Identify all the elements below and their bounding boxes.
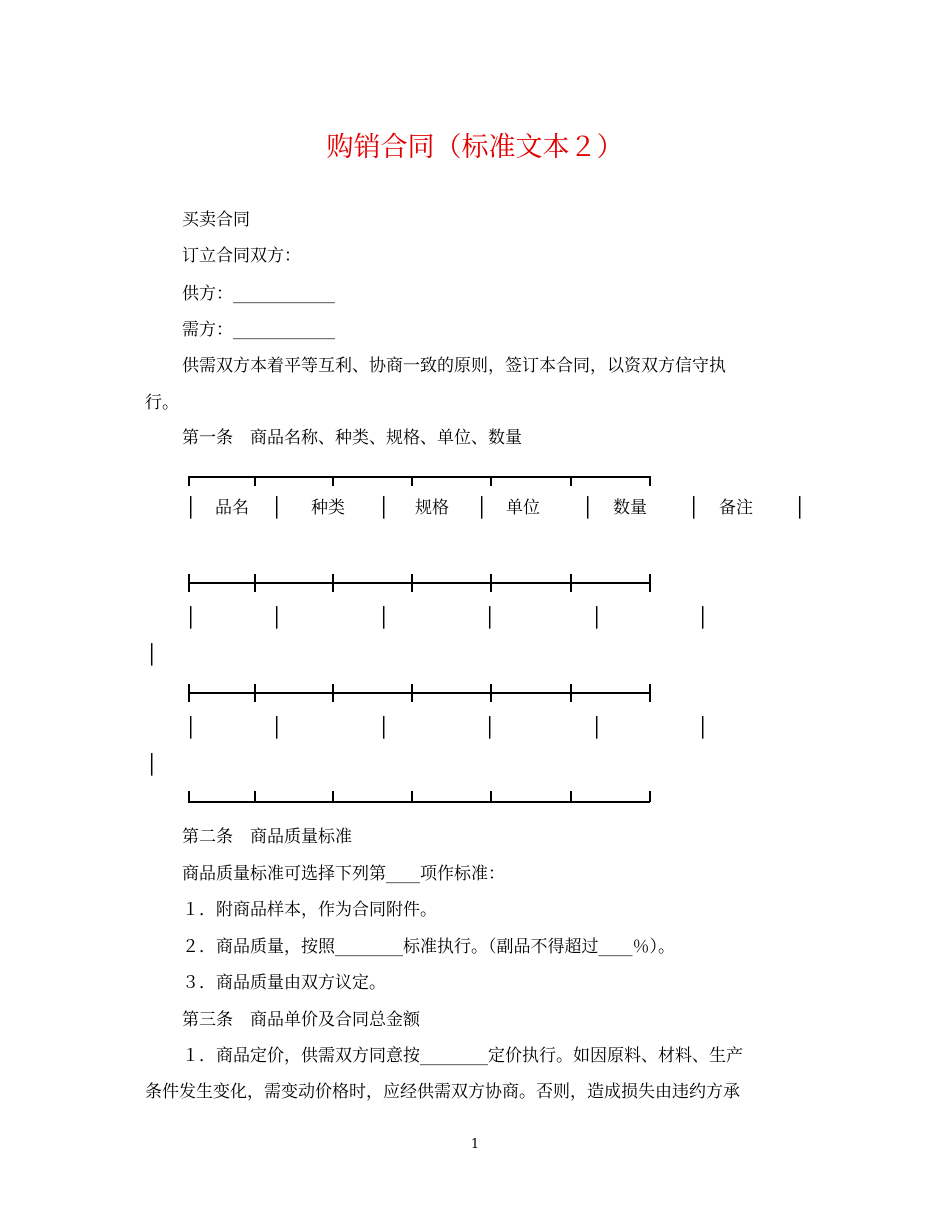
supplier-line: 供方：____________ bbox=[182, 284, 335, 304]
table-tick bbox=[254, 684, 256, 702]
table-tick bbox=[411, 574, 413, 592]
table-tick bbox=[411, 684, 413, 702]
buyer-line: 需方：____________ bbox=[182, 320, 335, 340]
table-tick bbox=[188, 684, 190, 702]
header-remarks: 备注 bbox=[719, 498, 753, 518]
table-bar: │ bbox=[697, 717, 709, 739]
table-bar-wrapped: │ bbox=[146, 754, 158, 776]
article-3-heading: 第三条 商品单价及合同总金额 bbox=[182, 1010, 420, 1030]
table-tick bbox=[649, 791, 651, 802]
table-tick bbox=[188, 574, 190, 592]
table-bar: │ bbox=[591, 607, 603, 629]
table-bar: │ bbox=[484, 717, 496, 739]
table-bar: │ bbox=[484, 607, 496, 629]
table-row-separator bbox=[188, 582, 650, 584]
table-tick bbox=[254, 791, 256, 802]
table-bar: │ bbox=[185, 497, 197, 519]
table-bar: │ bbox=[378, 497, 390, 519]
table-bar-wrapped: │ bbox=[146, 644, 158, 666]
page-number: 1 bbox=[470, 1137, 480, 1152]
table-tick bbox=[411, 791, 413, 802]
preamble-line-2: 行。 bbox=[145, 393, 179, 413]
table-bar: │ bbox=[185, 607, 197, 629]
table-tick bbox=[332, 791, 334, 802]
parties-heading: 订立合同双方： bbox=[182, 246, 301, 266]
table-tick bbox=[188, 476, 190, 486]
table-tick bbox=[570, 684, 572, 702]
table-bar: │ bbox=[378, 717, 390, 739]
table-tick bbox=[490, 791, 492, 802]
pricing-line-2: 条件发生变化，需变动价格时，应经供需双方协商。否则，造成损失由违约方承 bbox=[145, 1082, 740, 1102]
header-name: 品名 bbox=[215, 498, 249, 518]
table-bar: │ bbox=[271, 717, 283, 739]
table-tick bbox=[254, 574, 256, 592]
quality-option-1: １．附商品样本，作为合同附件。 bbox=[182, 900, 437, 920]
table-tick bbox=[490, 574, 492, 592]
table-bar: │ bbox=[476, 497, 488, 519]
table-tick bbox=[254, 476, 256, 486]
table-tick bbox=[332, 684, 334, 702]
table-bar: │ bbox=[271, 607, 283, 629]
quality-option-3: ３．商品质量由双方议定。 bbox=[182, 973, 386, 993]
table-bar: │ bbox=[271, 497, 283, 519]
quality-option-2: ２．商品质量，按照________标准执行。（副品不得超过____％）。 bbox=[182, 937, 675, 957]
table-bar: │ bbox=[591, 717, 603, 739]
table-tick bbox=[411, 476, 413, 486]
header-type: 种类 bbox=[311, 498, 345, 518]
article-2-heading: 第二条 商品质量标准 bbox=[182, 827, 352, 847]
table-bar: │ bbox=[185, 717, 197, 739]
table-tick bbox=[490, 684, 492, 702]
table-border-bottom bbox=[188, 801, 650, 803]
header-quantity: 数量 bbox=[613, 498, 647, 518]
header-spec: 规格 bbox=[415, 498, 449, 518]
table-tick bbox=[570, 574, 572, 592]
table-tick bbox=[649, 574, 651, 592]
table-bar: │ bbox=[688, 497, 700, 519]
table-bar: │ bbox=[378, 607, 390, 629]
article-1-heading: 第一条 商品名称、种类、规格、单位、数量 bbox=[182, 428, 522, 448]
table-tick bbox=[570, 791, 572, 802]
preamble-line-1: 供需双方本着平等互利、协商一致的原则，签订本合同，以资双方信守执 bbox=[182, 356, 726, 376]
table-tick bbox=[188, 791, 190, 802]
table-tick bbox=[649, 684, 651, 702]
table-tick bbox=[570, 476, 572, 486]
table-row-separator bbox=[188, 692, 650, 694]
table-tick bbox=[332, 574, 334, 592]
table-tick bbox=[332, 476, 334, 486]
table-border-top bbox=[188, 476, 650, 478]
table-bar: │ bbox=[697, 607, 709, 629]
table-tick bbox=[649, 476, 651, 486]
table-tick bbox=[490, 476, 492, 486]
table-bar: │ bbox=[582, 497, 594, 519]
document-title: 购销合同（标准文本２） bbox=[326, 132, 624, 163]
table-bar: │ bbox=[794, 497, 806, 519]
quality-standard-line: 商品质量标准可选择下列第____项作标准： bbox=[182, 864, 505, 884]
header-unit: 单位 bbox=[506, 498, 540, 518]
contract-type: 买卖合同 bbox=[182, 210, 250, 230]
pricing-line-1: １．商品定价，供需双方同意按________定价执行。如因原料、材料、生产 bbox=[182, 1046, 743, 1066]
